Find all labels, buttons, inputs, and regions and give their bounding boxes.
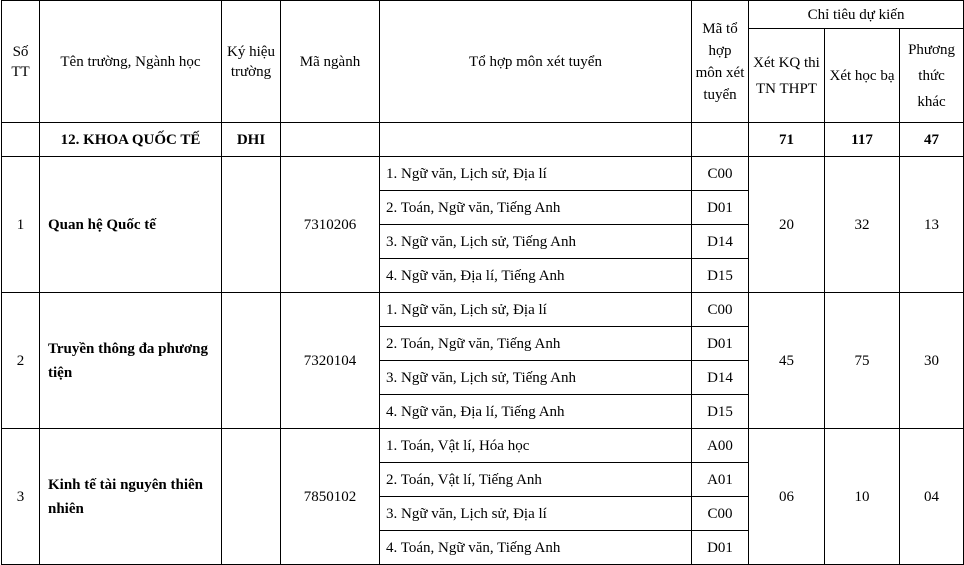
combo-code: A00 — [692, 429, 749, 463]
combo-code: C00 — [692, 497, 749, 531]
faculty-khac: 47 — [900, 123, 964, 157]
header-to-hop: Tổ hợp môn xét tuyển — [380, 1, 692, 123]
subject-combo: 2. Toán, Ngữ văn, Tiếng Anh — [380, 327, 692, 361]
subject-combo: 2. Toán, Ngữ văn, Tiếng Anh — [380, 191, 692, 225]
header-row-1 — [2, 1, 964, 29]
major-hoc-ba: 10 — [825, 429, 900, 565]
table-row — [2, 429, 964, 463]
subject-combo: 1. Ngữ văn, Lịch sử, Địa lí — [380, 157, 692, 191]
faculty-stt-cell — [2, 123, 40, 157]
combo-code: C00 — [692, 293, 749, 327]
subject-combo: 4. Ngữ văn, Địa lí, Tiếng Anh — [380, 395, 692, 429]
major-ky-hieu-cell — [222, 157, 281, 293]
header-xet-kq: Xét KQ thi TN THPT — [749, 29, 825, 123]
subject-combo: 1. Toán, Vật lí, Hóa học — [380, 429, 692, 463]
combo-code: C00 — [692, 157, 749, 191]
major-code: 7320104 — [281, 293, 380, 429]
faculty-name: 12. KHOA QUỐC TẾ — [40, 123, 222, 157]
faculty-xet-kq: 71 — [749, 123, 825, 157]
major-code: 7850102 — [281, 429, 380, 565]
major-khac: 13 — [900, 157, 964, 293]
faculty-hoc-ba: 117 — [825, 123, 900, 157]
major-name: Kinh tế tài nguyên thiên nhiên — [40, 429, 222, 565]
faculty-code: DHI — [222, 123, 281, 157]
table-row — [2, 157, 964, 191]
combo-code: D14 — [692, 361, 749, 395]
header-xet-hoc-ba: Xét học bạ — [825, 29, 900, 123]
subject-combo: 4. Ngữ văn, Địa lí, Tiếng Anh — [380, 259, 692, 293]
major-khac: 30 — [900, 293, 964, 429]
subject-combo: 3. Ngữ văn, Lịch sử, Tiếng Anh — [380, 225, 692, 259]
major-code: 7310206 — [281, 157, 380, 293]
combo-code: D01 — [692, 191, 749, 225]
major-hoc-ba: 32 — [825, 157, 900, 293]
subject-combo: 1. Ngữ văn, Lịch sử, Địa lí — [380, 293, 692, 327]
major-ky-hieu-cell — [222, 293, 281, 429]
major-stt: 2 — [2, 293, 40, 429]
subject-combo: 2. Toán, Vật lí, Tiếng Anh — [380, 463, 692, 497]
header-ten-truong: Tên trường, Ngành học — [40, 1, 222, 123]
combo-code: D01 — [692, 327, 749, 361]
subject-combo: 3. Ngữ văn, Lịch sử, Tiếng Anh — [380, 361, 692, 395]
subject-combo: 4. Toán, Ngữ văn, Tiếng Anh — [380, 531, 692, 565]
major-xet-kq: 20 — [749, 157, 825, 293]
header-ma-nganh: Mã ngành — [281, 1, 380, 123]
subject-combo: 3. Ngữ văn, Lịch sử, Địa lí — [380, 497, 692, 531]
combo-code: D14 — [692, 225, 749, 259]
combo-code: D15 — [692, 259, 749, 293]
major-xet-kq: 06 — [749, 429, 825, 565]
major-ky-hieu-cell — [222, 429, 281, 565]
combo-code: D15 — [692, 395, 749, 429]
header-phuong-thuc-khac: Phương thức khác — [900, 29, 964, 123]
major-name: Quan hệ Quốc tế — [40, 157, 222, 293]
header-chi-tieu: Chỉ tiêu dự kiến — [749, 1, 964, 29]
faculty-row — [2, 123, 964, 157]
major-name: Truyền thông đa phương tiện — [40, 293, 222, 429]
faculty-to-hop-cell — [380, 123, 692, 157]
faculty-ma-to-hop-cell — [692, 123, 749, 157]
major-hoc-ba: 75 — [825, 293, 900, 429]
combo-code: D01 — [692, 531, 749, 565]
header-ma-to-hop: Mã tổ hợp môn xét tuyển — [692, 1, 749, 123]
header-ky-hieu: Ký hiệu trường — [222, 1, 281, 123]
major-stt: 1 — [2, 157, 40, 293]
header-stt: Số TT — [2, 1, 40, 123]
major-stt: 3 — [2, 429, 40, 565]
table-row — [2, 293, 964, 327]
admission-quota-table — [1, 0, 964, 565]
major-khac: 04 — [900, 429, 964, 565]
faculty-ma-nganh-cell — [281, 123, 380, 157]
major-xet-kq: 45 — [749, 293, 825, 429]
combo-code: A01 — [692, 463, 749, 497]
